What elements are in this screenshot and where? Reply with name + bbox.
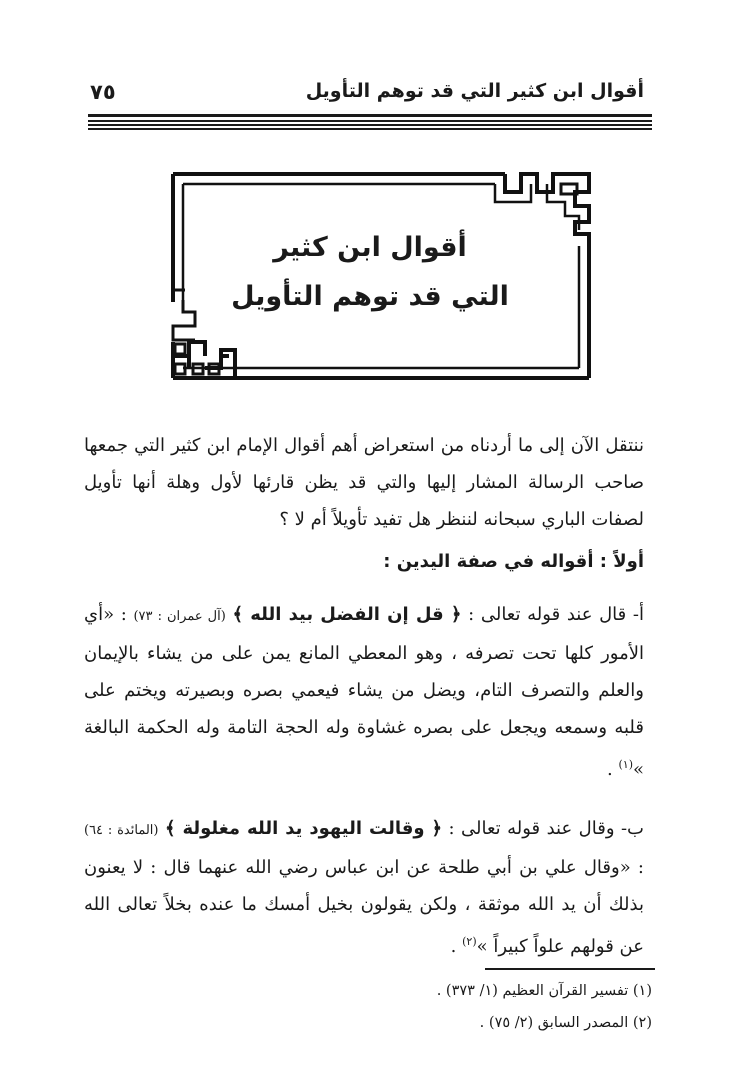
item-b-body: «وقال علي بن أبي طلحة عن ابن عباس رضي الله عنهما قال : لا يعنون بذلك أن يد الله موثقة ، ولكن يقولون بخيل أمسك ما عنده بخلاً تعالى الله عن قولهم علواً كبيراً » — [84, 857, 644, 957]
footnote-separator — [485, 968, 655, 970]
section-heading: أولاً : أقواله في صفة اليدين : — [383, 551, 644, 572]
page-number: ٧٥ — [90, 80, 116, 104]
verse-reference: (آل عمران : ٧٣) — [133, 609, 226, 624]
quran-verse: ﴿ قل إن الفضل بيد الله ﴾ — [232, 604, 462, 625]
footnote-1: (١) تفسير القرآن العظيم (١/ ٣٧٣) . — [436, 983, 652, 999]
footnote-marker: (١) — [618, 758, 633, 771]
quran-verse: ﴿ وقالت اليهود يد الله مغلولة ﴾ — [164, 818, 443, 839]
item-b-colon: : — [637, 857, 644, 878]
item-a-lead: أ- قال عند قوله تعالى : — [468, 604, 644, 625]
running-title: أقوال ابن كثير التي قد توهم التأويل — [305, 80, 644, 102]
item-a-body: : «أي الأمور كلها تحت تصرفه ، وهو المعطي المانع يمن على من يشاء بالإيمان والعلم والتصرف التام، ويضل من يشاء فيعمي بصره وبصيرته ويختم على قلبه وسمعه ويجعل على بصره غشاوة وله الحجة التامة وله الحكمة البالغة » — [84, 604, 644, 780]
verse-reference: (المائدة : ٦٤) — [84, 823, 159, 838]
chapter-title-line-1: أقوال ابن كثير — [273, 232, 467, 263]
chapter-title-line-2: التي قد توهم التأويل — [231, 281, 509, 312]
item-a-end: . — [607, 759, 613, 780]
header-rule — [88, 120, 652, 122]
footnote-marker: (٢) — [462, 935, 477, 948]
header-rule — [88, 124, 652, 126]
paragraph-item-b — [84, 810, 644, 965]
footnote-2: (٢) المصدر السابق (٢/ ٧٥) . — [479, 1015, 652, 1031]
paragraph-item-a — [84, 596, 644, 788]
item-b-end: . — [450, 936, 457, 957]
header-rule — [88, 114, 652, 117]
decorative-frame — [165, 170, 597, 382]
intro-paragraph: ننتقل الآن إلى ما أردناه من استعراض أهم أقوال الإمام ابن كثير التي جمعها صاحب الرسالة المشار إليها والتي قد يظن قارئها لأول وهلة أنها تأويل لصفات الباري سبحانه لننظر هل تفيد تأويلاً أم لا ؟ — [84, 435, 644, 530]
item-b-lead: ب- وقال عند قوله تعالى : — [448, 818, 644, 839]
header-rule — [88, 128, 652, 130]
